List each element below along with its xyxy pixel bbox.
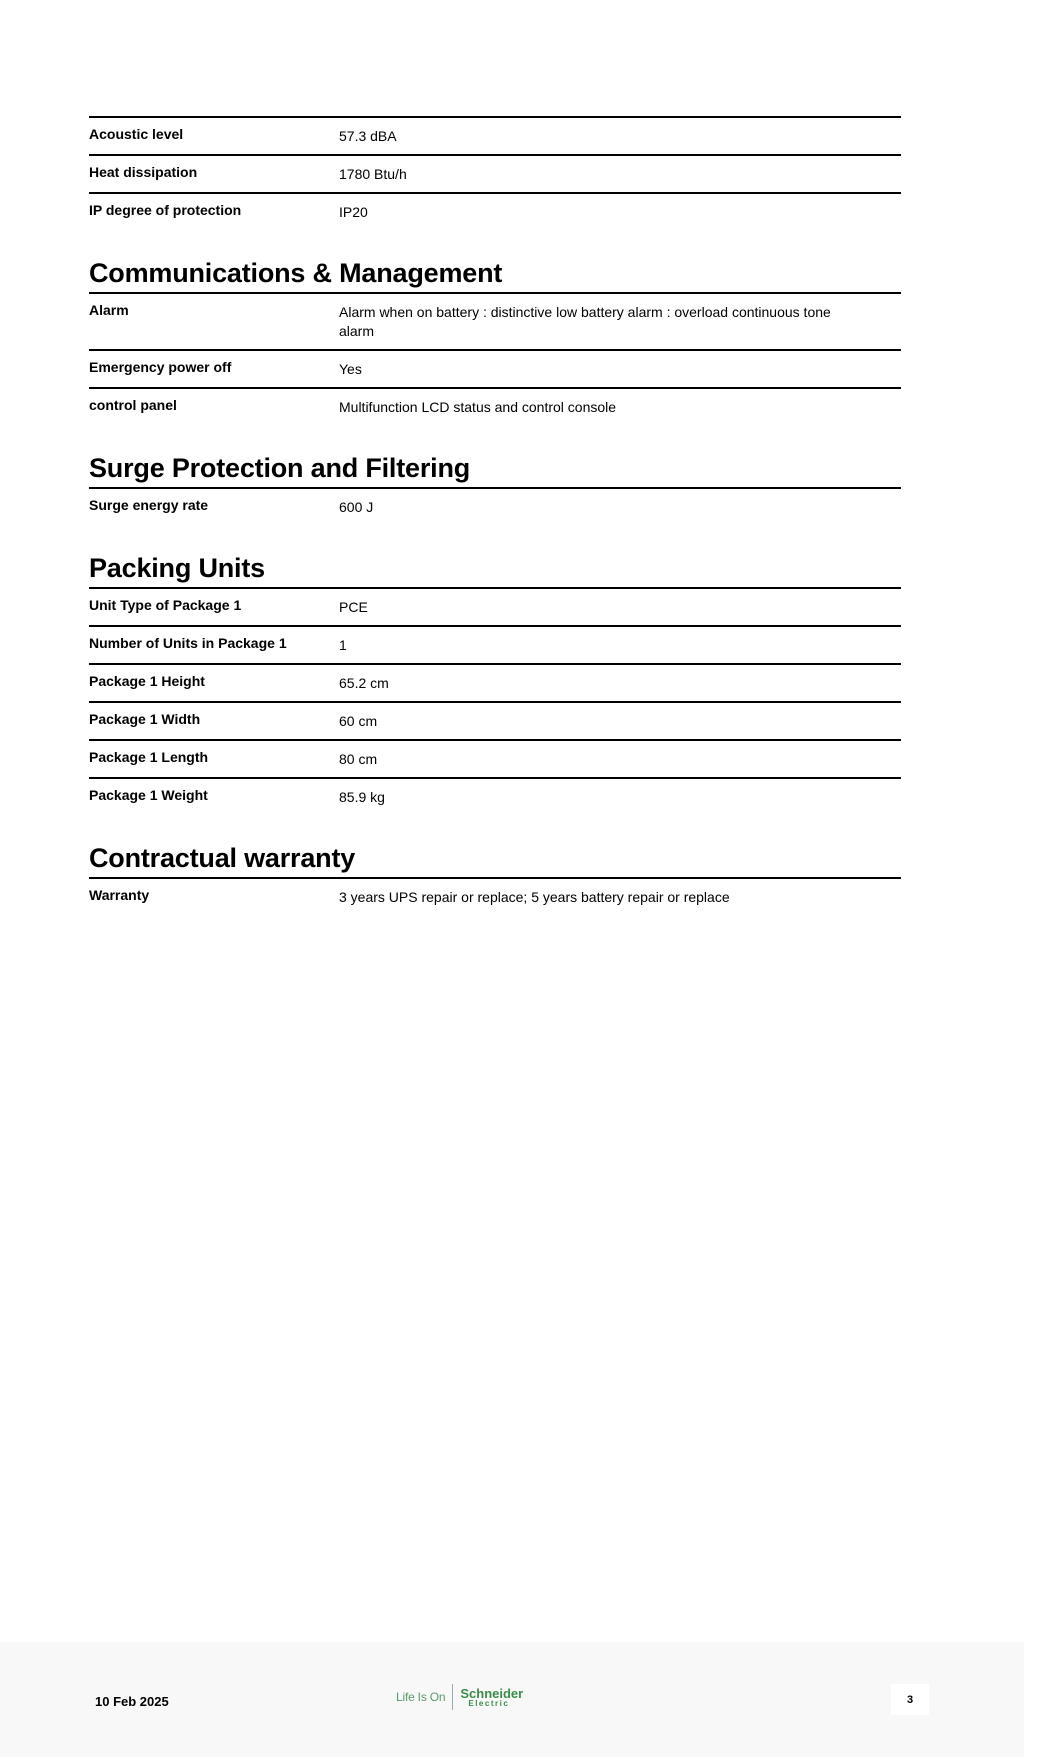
spec-row: [89, 116, 901, 154]
life-is-on-tagline: Life Is On: [396, 1690, 446, 1704]
spec-row: [89, 625, 901, 663]
spec-label: Acoustic level: [89, 126, 184, 142]
section-title: Contractual warranty: [89, 843, 356, 873]
spec-row: [89, 349, 901, 387]
spec-row: [89, 292, 901, 349]
section-title: Packing Units: [89, 553, 265, 583]
spec-value: 600 J: [339, 499, 374, 515]
section-title: Communications & Management: [89, 258, 503, 288]
spec-label: Heat dissipation: [89, 164, 198, 180]
spec-value: 1: [339, 637, 347, 653]
spec-label: IP degree of protection: [89, 202, 242, 218]
spec-label: Number of Units in Package 1: [89, 635, 287, 651]
brand-line-1: Schneider: [460, 1685, 524, 1701]
spec-value: 57.3 dBA: [339, 128, 397, 144]
spec-row: [89, 877, 901, 915]
logo-divider: [452, 1684, 453, 1710]
communications-spec-table: [89, 292, 901, 425]
spec-row: [89, 387, 901, 425]
spec-row: [89, 587, 901, 625]
page-footer: [0, 1642, 1024, 1757]
spec-row: [89, 192, 901, 230]
spec-label: Package 1 Length: [89, 749, 209, 765]
spec-label: Unit Type of Package 1: [89, 597, 242, 613]
spec-row: [89, 154, 901, 192]
spec-value: 1780 Btu/h: [339, 166, 407, 182]
spec-label: Emergency power off: [89, 359, 232, 375]
spec-row: [89, 487, 901, 525]
spec-value: 65.2 cm: [339, 675, 389, 691]
spec-label: Package 1 Weight: [89, 787, 208, 803]
spec-value: Multifunction LCD status and control console: [339, 399, 617, 415]
spec-value: 80 cm: [339, 751, 378, 767]
spec-row: [89, 739, 901, 777]
brand-wordmark: [460, 1687, 523, 1708]
spec-row: [89, 777, 901, 815]
section-title: Surge Protection and Filtering: [89, 453, 471, 483]
spec-value: IP20: [339, 204, 368, 220]
spec-value: 60 cm: [339, 713, 378, 729]
spec-value: PCE: [339, 599, 368, 615]
brand-line-2: Electric: [468, 1698, 510, 1708]
spec-value: Yes: [339, 361, 362, 377]
spec-label: Package 1 Height: [89, 673, 205, 689]
schneider-electric-logo: [396, 1682, 523, 1712]
spec-value: Alarm when on battery : distinctive low battery alarm : overload continuous tone alarm: [339, 304, 831, 339]
spec-row: [89, 663, 901, 701]
warranty-spec-table: [89, 877, 901, 915]
spec-label: control panel: [89, 397, 177, 413]
top-spec-table: [89, 116, 901, 230]
surge-spec-table: [89, 487, 901, 525]
spec-label: Package 1 Width: [89, 711, 201, 727]
spec-label: Surge energy rate: [89, 497, 209, 513]
spec-label: Warranty: [89, 887, 150, 903]
spec-label: Alarm: [89, 302, 129, 318]
footer-date: 10 Feb 2025: [95, 1694, 169, 1709]
spec-row: [89, 701, 901, 739]
spec-content: [89, 116, 901, 915]
page-number: 3: [891, 1684, 929, 1715]
spec-value: 3 years UPS repair or replace; 5 years battery repair or replace: [339, 889, 730, 905]
packing-spec-table: [89, 587, 901, 815]
spec-value: 85.9 kg: [339, 789, 385, 805]
